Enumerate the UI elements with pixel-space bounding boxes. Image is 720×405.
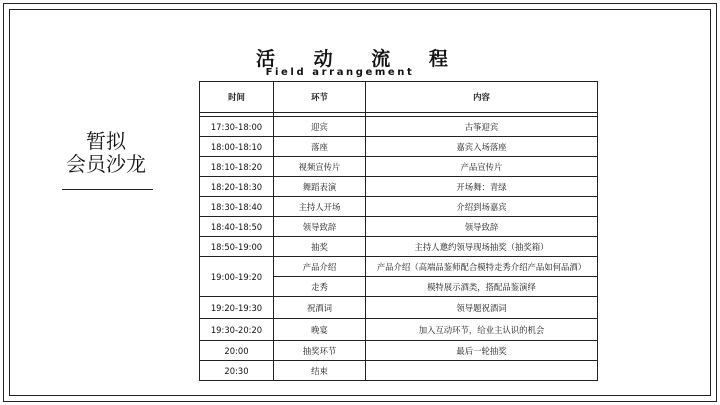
row-section: 晚宴: [274, 319, 366, 341]
table-row: [200, 361, 598, 381]
row-content: 开场舞：青绿: [366, 177, 598, 197]
row-content: 产品介绍（高端品鉴师配合模特走秀介绍产品如何品酒）: [366, 257, 598, 277]
row-time: 20:30: [200, 361, 274, 381]
side-title-line-2: 会员沙龙: [66, 152, 146, 176]
row-content: 模特展示酒类，搭配品鉴演绎: [366, 277, 598, 297]
table-row: [200, 157, 598, 177]
table-row: [200, 137, 598, 157]
table-header-row: [200, 82, 598, 113]
row-time: 19:00-19:20: [200, 257, 274, 297]
row-time: 18:40-18:50: [200, 217, 274, 237]
row-content: 产品宣传片: [366, 157, 598, 177]
row-content: 最后一轮抽奖: [366, 341, 598, 361]
schedule-table: [199, 81, 598, 381]
row-section: 主持人开场: [274, 197, 366, 217]
row-time: 19:30-20:20: [200, 319, 274, 341]
table-row: [200, 257, 598, 277]
row-content: 领导致辞: [366, 217, 598, 237]
table-row: [200, 177, 598, 197]
row-section: 走秀: [274, 277, 366, 297]
row-time: 20:00: [200, 341, 274, 361]
row-content: 主持人邀约领导现场抽奖（抽奖箱）: [366, 237, 598, 257]
side-title: [50, 130, 162, 176]
header-content: 内容: [366, 82, 598, 113]
row-time: 18:10-18:20: [200, 157, 274, 177]
row-section: 抽奖环节: [274, 341, 366, 361]
side-title-underline: [62, 189, 153, 190]
header-section: 环节: [274, 82, 366, 113]
row-time: 18:20-18:30: [200, 177, 274, 197]
row-section: 舞蹈表演: [274, 177, 366, 197]
row-content: 领导题祝酒词: [366, 297, 598, 319]
page-title: 活 动 流 程: [256, 48, 464, 70]
row-time: 18:30-18:40: [200, 197, 274, 217]
row-section: 结束: [274, 361, 366, 381]
row-section: 抽奖: [274, 237, 366, 257]
page-subtitle: Field arrangement: [265, 67, 415, 78]
row-content: [366, 361, 598, 381]
row-section: 祝酒词: [274, 297, 366, 319]
row-time: 17:30-18:00: [200, 117, 274, 137]
row-time: 18:50-19:00: [200, 237, 274, 257]
table-row: [200, 297, 598, 319]
row-section: 迎宾: [274, 117, 366, 137]
table-row: [200, 319, 598, 341]
row-content: 介绍到场嘉宾: [366, 197, 598, 217]
table-row: [200, 117, 598, 137]
table-row: [200, 197, 598, 217]
table-row: [200, 341, 598, 361]
row-section: 落座: [274, 137, 366, 157]
table-row: [200, 217, 598, 237]
table-row: [200, 237, 598, 257]
side-title-line-1: 暂拟: [86, 129, 126, 153]
row-section: 产品介绍: [274, 257, 366, 277]
row-content: 嘉宾入场落座: [366, 137, 598, 157]
row-section: 领导致辞: [274, 217, 366, 237]
row-content: 加入互动环节，给业主认识的机会: [366, 319, 598, 341]
row-section: 视频宣传片: [274, 157, 366, 177]
row-content: 古筝迎宾: [366, 117, 598, 137]
row-time: 19:20-19:30: [200, 297, 274, 319]
header-time: 时间: [200, 82, 274, 113]
row-time: 18:00-18:10: [200, 137, 274, 157]
